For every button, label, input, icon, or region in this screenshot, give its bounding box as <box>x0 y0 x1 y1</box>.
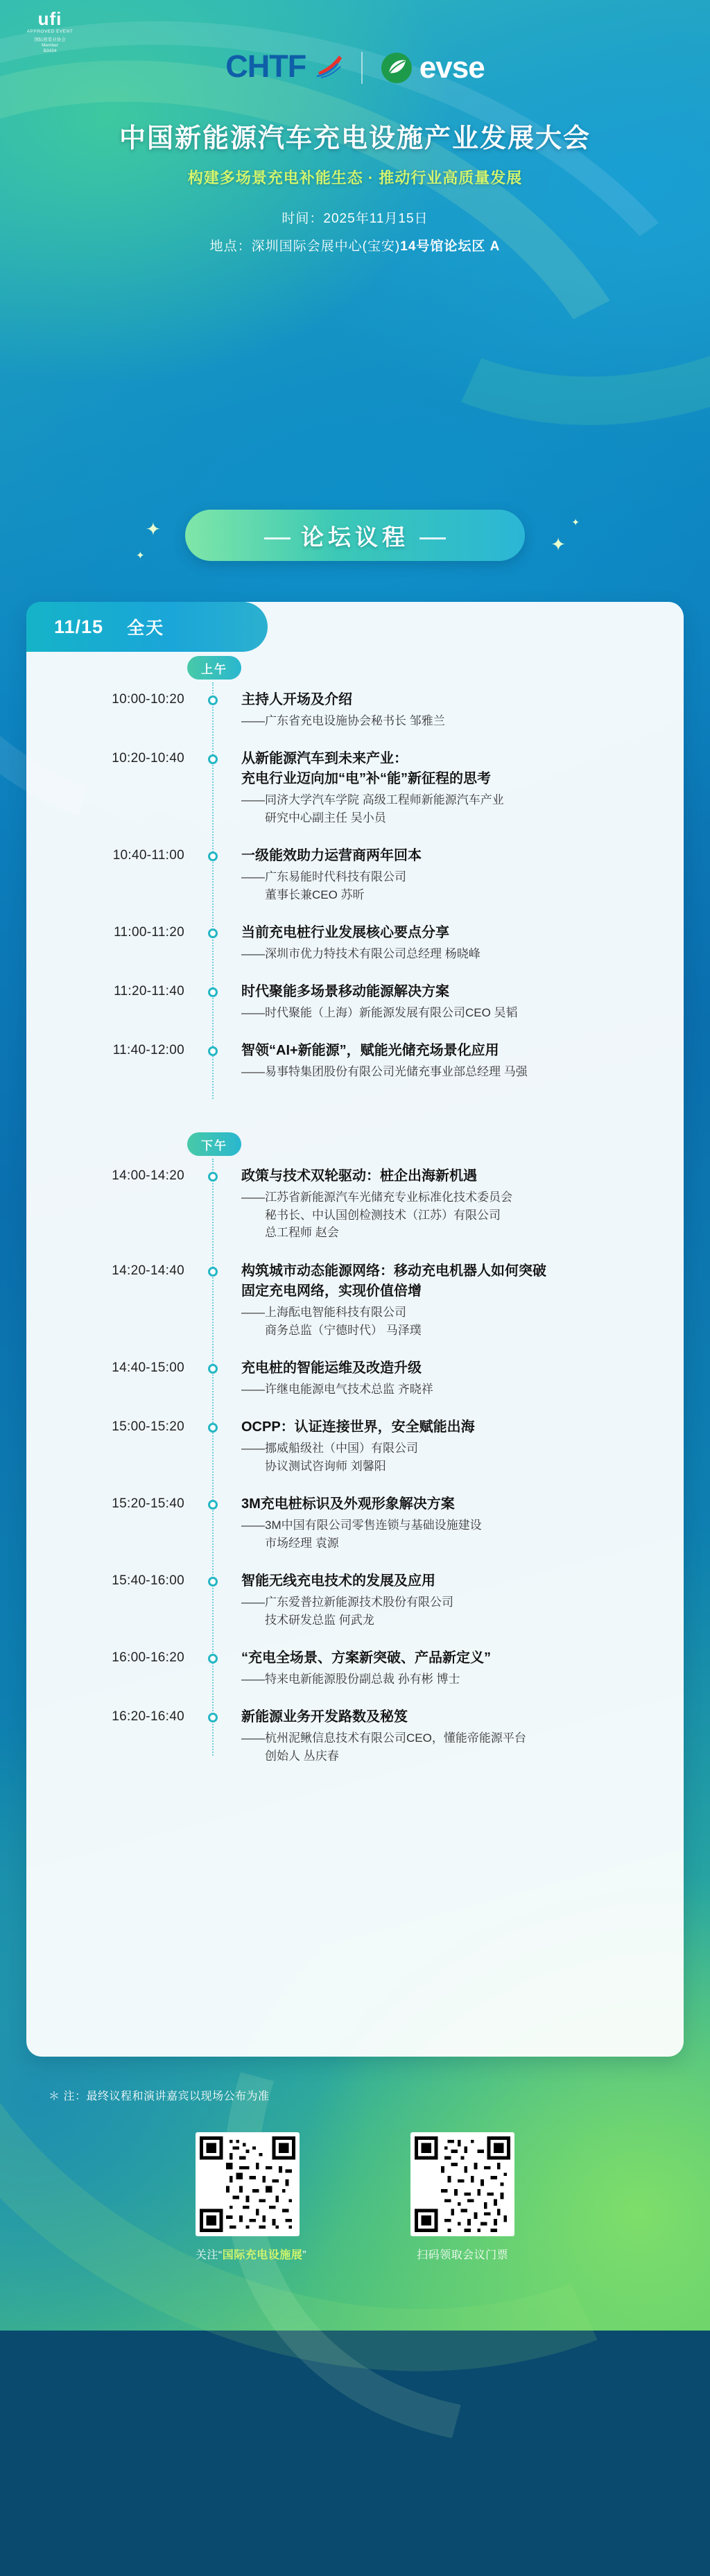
session-time: 14:00-14:20 <box>112 1168 184 1183</box>
qr-caption-ticket <box>410 2246 514 2262</box>
session-speaker: ——3M中国有限公司零售连锁与基础设施建设 市场经理 袁源 <box>241 1519 482 1550</box>
sparkle-icon: ✦ <box>146 519 161 539</box>
session-title: 从新能源汽车到未来产业： 充电行业迈向加“电”补“能”新征程的思考 <box>241 751 491 786</box>
qr-caption-text: 扫码领取会议门票 <box>417 2249 509 2261</box>
qr-caption-suffix: ” <box>302 2249 307 2261</box>
session-speaker: ——广东省充电设施协会秘书长 邹雅兰 <box>241 714 445 727</box>
session-speaker: ——同济大学汽车学院 高级工程师新能源汽车产业 研究中心副主任 吴小员 <box>241 793 504 824</box>
chtf-logo-text: CHTF <box>225 49 306 84</box>
timeline-dot <box>208 928 218 938</box>
session-body <box>241 1648 671 1688</box>
session-title: OCPP：认证连接世界，安全赋能出海 <box>241 1419 475 1435</box>
timeline-dot <box>208 987 218 997</box>
session-time: 15:40-16:00 <box>112 1573 184 1588</box>
session-speaker: ——广东易能时代科技有限公司 董事长兼CEO 苏昕 <box>241 870 406 901</box>
session-body <box>241 1707 671 1765</box>
session-speaker: ——挪威船级社（中国）有限公司 协议测试咨询师 刘馨阳 <box>241 1442 418 1473</box>
session-time: 14:20-14:40 <box>112 1263 184 1278</box>
agenda-card <box>26 602 684 2057</box>
session-title: 3M充电桩标识及外观形象解决方案 <box>241 1496 455 1512</box>
evse-logo <box>381 51 485 85</box>
timeline-dot <box>208 1172 218 1182</box>
session-title: 构筑城市动态能源网络：移动充电机器人如何突破 固定充电网络，实现价值倍增 <box>241 1263 546 1299</box>
evse-leaf-icon <box>381 52 413 84</box>
timeline-dot <box>208 695 218 705</box>
evse-logo-text: evse <box>419 50 485 85</box>
ufi-logo <box>18 10 82 53</box>
timeline-dot <box>208 1364 218 1374</box>
session-speaker: ——杭州泥鳅信息技术有限公司CEO，懂能帝能源平台 创始人 丛庆春 <box>241 1731 526 1763</box>
chtf-swoosh-icon <box>315 51 343 87</box>
session-body <box>241 1571 671 1629</box>
qr-code-image <box>415 2136 510 2232</box>
event-place-prefix: 地点：深圳国际会展中心(宝安) <box>209 239 401 254</box>
qr-item-ticket <box>410 2132 514 2262</box>
date-tab-date: 11/15 <box>54 616 104 637</box>
timeline-dot <box>208 1500 218 1510</box>
session-title: 一级能效助力运营商两年回本 <box>241 848 422 863</box>
timeline-dot <box>208 1654 218 1663</box>
logo-divider <box>361 52 363 84</box>
session-time: 15:00-15:20 <box>112 1419 184 1434</box>
ufi-sub: APPROVED EVENT <box>26 29 73 34</box>
session-title: 政策与技术双轮驱动：桩企出海新机遇 <box>241 1168 477 1184</box>
session-time: 10:40-11:00 <box>112 848 184 863</box>
agenda-banner-text: 论坛议程 <box>301 524 409 550</box>
ufi-code: B3434 <box>43 49 57 53</box>
session-body <box>241 1166 671 1242</box>
agenda-note: ＊ 注：最终议程和演讲嘉宾以现场公布为准 <box>49 2091 270 2102</box>
timeline-dot <box>208 1423 218 1433</box>
session-body <box>241 1041 671 1081</box>
session-time: 15:20-15:40 <box>112 1496 184 1511</box>
session-title: 主持人开场及介绍 <box>241 692 352 707</box>
qr-caption-follow <box>196 2246 306 2262</box>
session-body <box>241 846 671 904</box>
session-title: 充电桩的智能运维及改造升级 <box>241 1360 422 1376</box>
session-speaker: ——时代聚能（上海）新能源发展有限公司CEO 吴韬 <box>241 1006 518 1019</box>
period-badge: 下午 <box>187 1132 241 1156</box>
session-title: 智能无线充电技术的发展及应用 <box>241 1573 435 1589</box>
qr-code-image <box>200 2136 295 2232</box>
session-time: 11:00-11:20 <box>114 925 184 940</box>
session-speaker: ——易事特集团股份有限公司光储充事业部总经理 马强 <box>241 1065 528 1078</box>
page-subtitle: 构建多场景充电补能生态 · 推动行业高质量发展 <box>187 169 523 187</box>
logo-row <box>0 49 710 87</box>
qr-caption-highlight: 国际充电设施展 <box>222 2249 303 2261</box>
ufi-mark: ufi <box>37 8 62 29</box>
session-time: 10:00-10:20 <box>112 692 184 707</box>
agenda-banner <box>185 510 525 561</box>
session-time: 10:20-10:40 <box>112 751 184 766</box>
qr-item-follow <box>196 2132 306 2262</box>
period-badge: 上午 <box>187 656 241 680</box>
session-time: 11:40-12:00 <box>112 1043 184 1057</box>
session-body <box>241 749 671 827</box>
ufi-org: 国际展览业协会 <box>34 37 66 42</box>
timeline-dot <box>208 1267 218 1277</box>
event-time: 时间：2025年11月15日 <box>282 211 428 226</box>
timeline-dot <box>208 1577 218 1587</box>
session-body <box>241 1494 671 1552</box>
timeline-dot <box>208 754 218 764</box>
timeline-dot <box>208 1713 218 1722</box>
qr-code-ticket[interactable] <box>410 2132 514 2236</box>
sparkle-icon: ✦ <box>571 517 580 528</box>
date-tab <box>26 602 268 652</box>
timeline-line <box>212 1159 214 1756</box>
session-speaker: ——许继电能源电气技术总监 齐晓祥 <box>241 1383 433 1396</box>
timeline-dot <box>208 852 218 861</box>
session-speaker: ——上海酝电智能科技有限公司 商务总监（宁德时代） 马泽璞 <box>241 1306 422 1337</box>
chtf-logo <box>225 49 343 87</box>
session-body <box>241 982 671 1022</box>
agenda-banner-label <box>264 519 446 552</box>
page-title: 中国新能源汽车充电设施产业发展大会 <box>119 124 591 153</box>
timeline-dot <box>208 1046 218 1056</box>
session-speaker: ——广东爱普拉新能源技术股份有限公司 技术研发总监 何武龙 <box>241 1596 453 1627</box>
session-time: 16:20-16:40 <box>112 1709 184 1724</box>
session-time: 14:40-15:00 <box>112 1360 184 1375</box>
qr-section <box>0 2132 710 2262</box>
qr-code-follow[interactable] <box>196 2132 300 2236</box>
session-speaker: ——特来电新能源股份副总裁 孙有彬 博士 <box>241 1672 460 1686</box>
session-title: 新能源业务开发路数及秘笈 <box>241 1709 408 1724</box>
session-time: 16:00-16:20 <box>112 1650 184 1665</box>
session-body <box>241 1417 671 1475</box>
event-place <box>0 236 710 254</box>
session-title: 当前充电桩行业发展核心要点分享 <box>241 925 449 940</box>
session-body <box>241 923 671 963</box>
sparkle-icon: ✦ <box>551 534 566 555</box>
date-tab-label: 全天 <box>127 619 165 638</box>
event-place-hall: 14号馆论坛区 A <box>400 239 501 254</box>
session-title: “充电全场景、方案新突破、产品新定义” <box>241 1650 491 1666</box>
session-body <box>241 690 671 730</box>
session-body <box>241 1358 671 1399</box>
sparkle-icon: ✦ <box>136 550 145 562</box>
session-speaker: ——江苏省新能源汽车光储充专业标准化技术委员会 秘书长、中认国创检测技术（江苏）有限公司 总工程师 赵会 <box>241 1191 512 1239</box>
session-time: 11:20-11:40 <box>114 984 184 999</box>
banner-dash-left <box>264 537 291 539</box>
qr-caption-prefix: 关注“ <box>195 2249 223 2261</box>
banner-dash-right <box>419 537 446 539</box>
session-speaker: ——深圳市优力特技术有限公司总经理 杨晓峰 <box>241 947 480 960</box>
ufi-member: Member <box>42 43 58 48</box>
timeline-line <box>212 682 214 1099</box>
session-title: 智领“AI+新能源”，赋能光储充场景化应用 <box>241 1043 499 1058</box>
session-title: 时代聚能多场景移动能源解决方案 <box>241 984 449 999</box>
session-body <box>241 1261 671 1339</box>
